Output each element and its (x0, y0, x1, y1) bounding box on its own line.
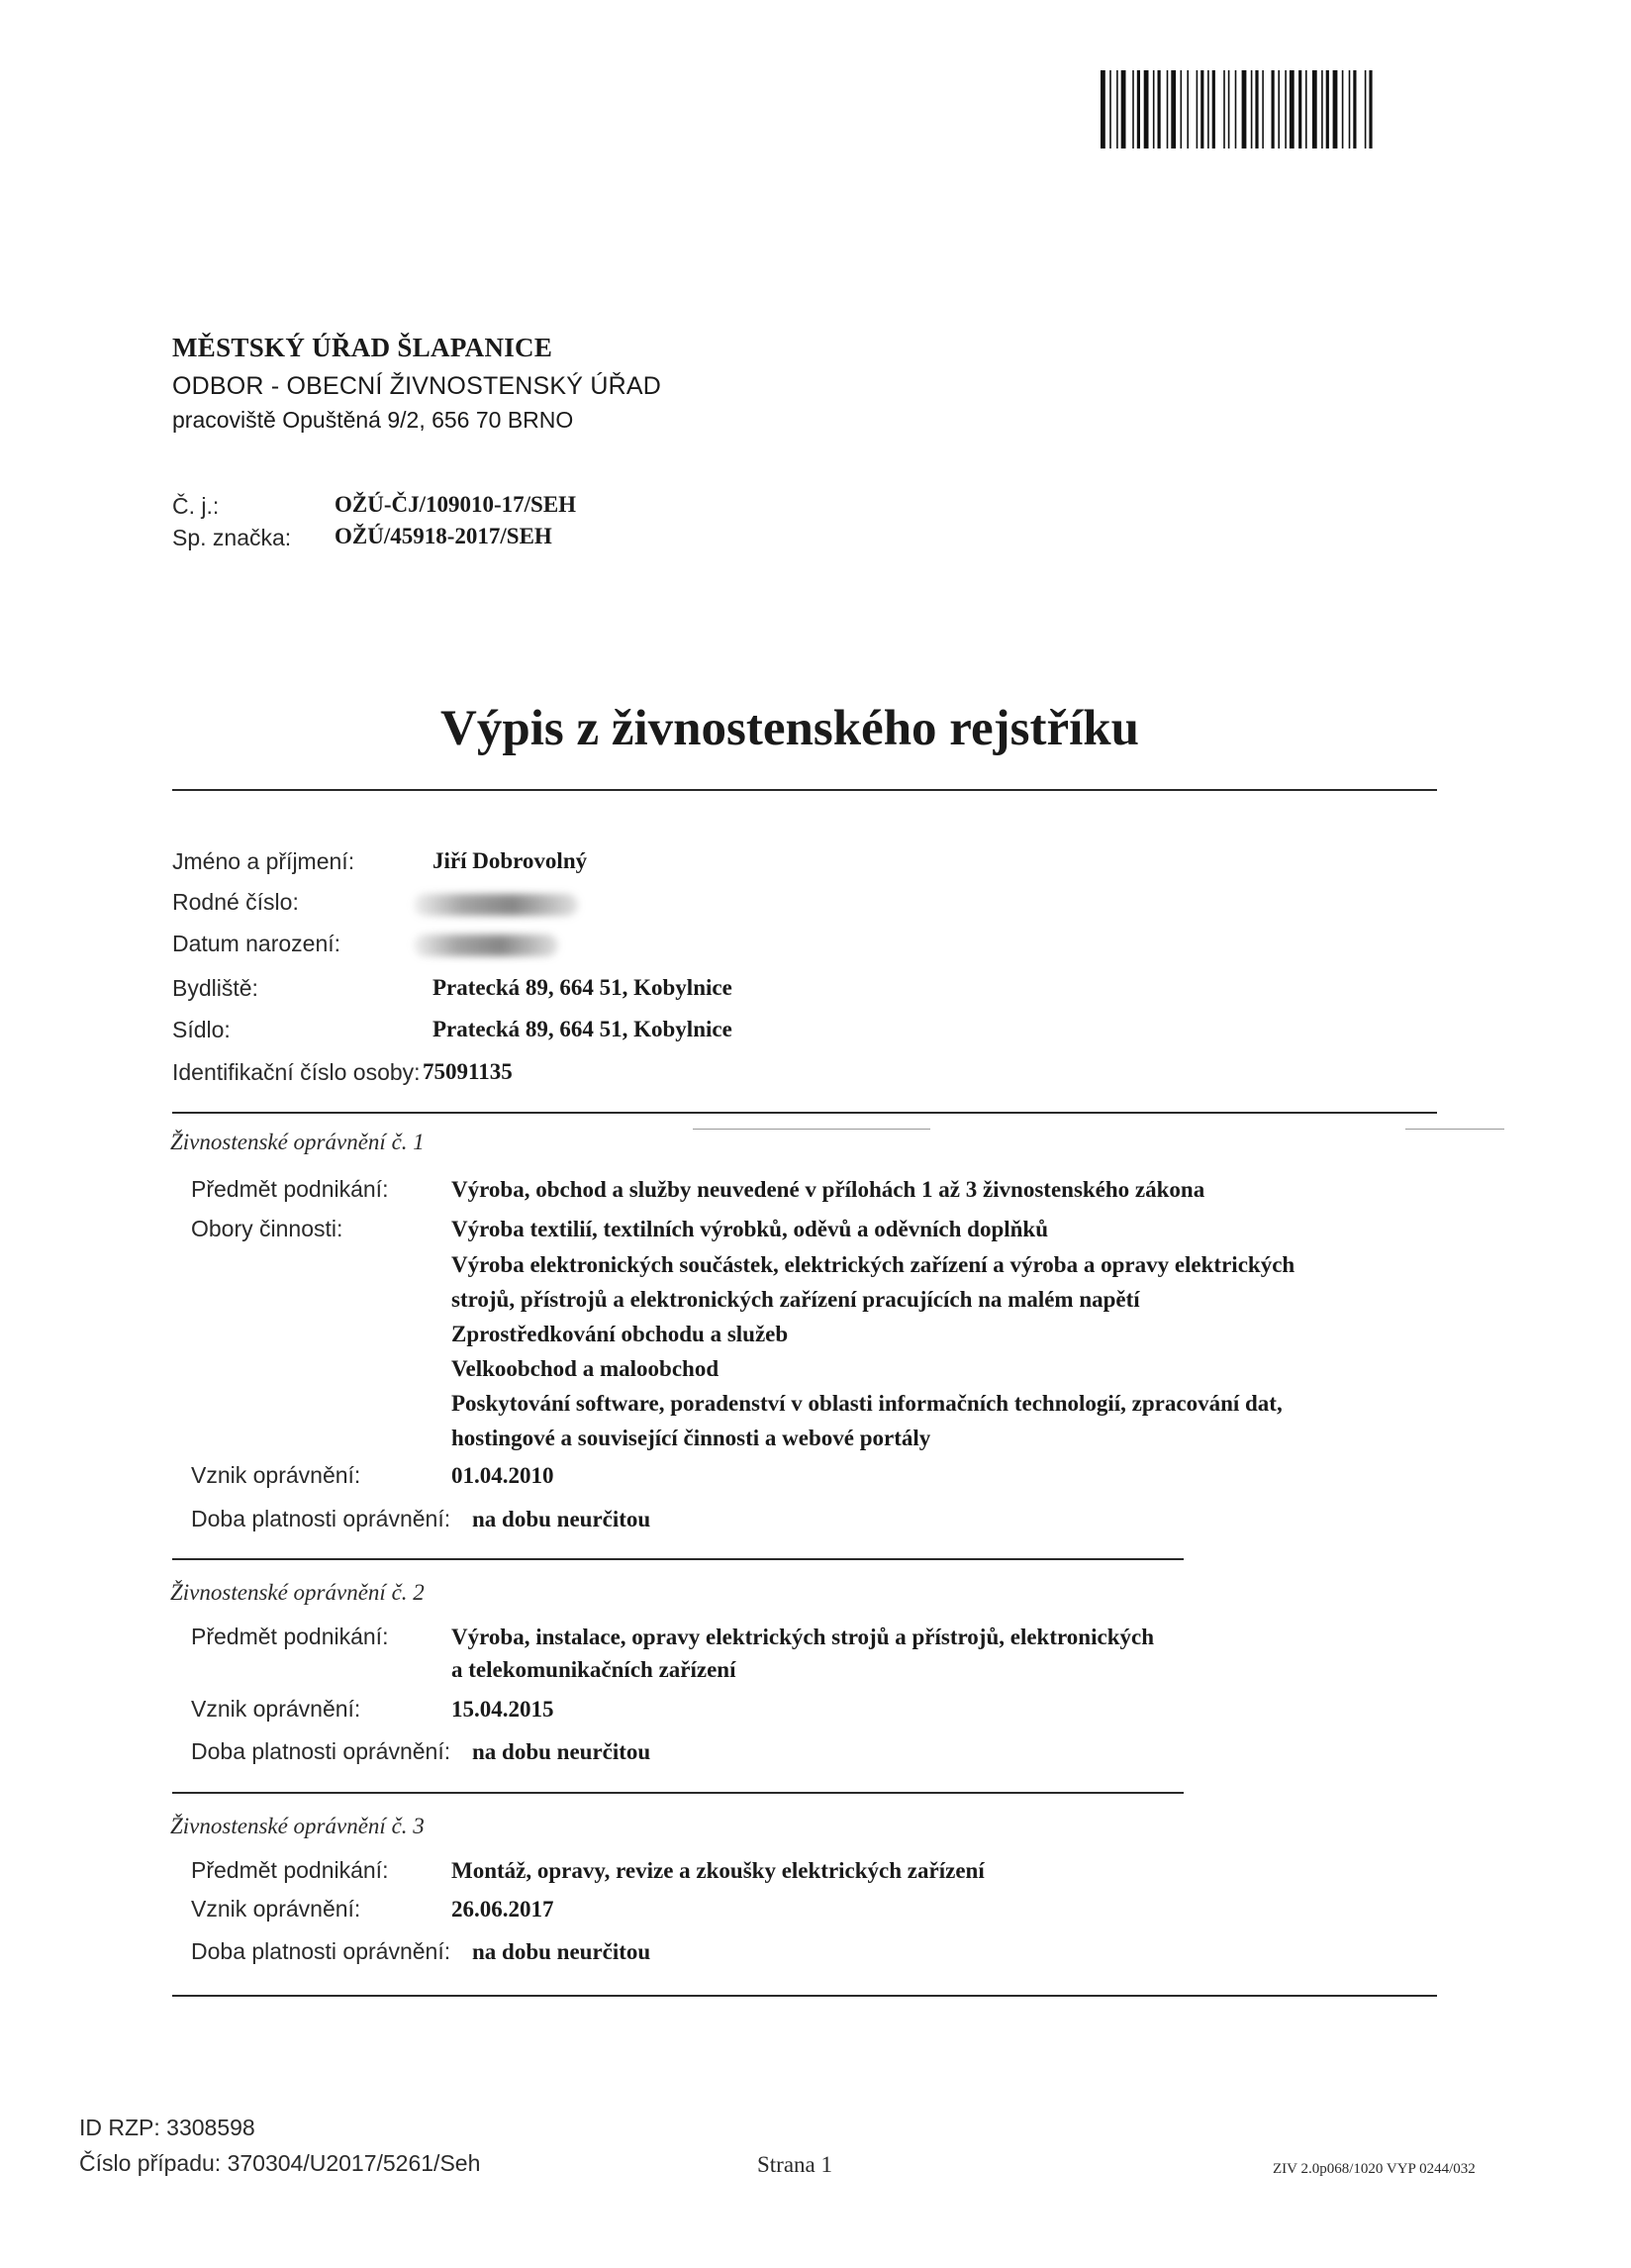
barcode-bar (1272, 70, 1275, 148)
permit-3-subject-label: Předmět podnikání: (191, 1857, 389, 1883)
barcode-bar (1137, 70, 1140, 148)
footer-form-code: ZIV 2.0p068/1020 VYP 0244/032 (1273, 2161, 1476, 2177)
barcode-bar (1158, 70, 1161, 148)
permit-3-subject: Montáž, opravy, revize a zkoušky elektrických zařízení (451, 1858, 985, 1883)
barcode-bar (1167, 70, 1169, 148)
barcode-bar (1223, 70, 1225, 148)
footer-page-number: Strana 1 (757, 2152, 833, 2177)
barcode-bar (1365, 70, 1367, 148)
permit-2-rule (172, 1792, 1184, 1794)
barcode-bar (1101, 70, 1105, 148)
barcode-bar (1369, 70, 1372, 148)
barcode-bar (1298, 70, 1301, 148)
residence-value: Pratecká 89, 664 51, Kobylnice (432, 975, 732, 1000)
permit-1-rule (172, 1558, 1184, 1560)
scan-mark (693, 1129, 930, 1130)
barcode-bar (1121, 70, 1126, 148)
barcode-bar (1251, 70, 1253, 148)
barcode-bar (1321, 70, 1323, 148)
permit-3-origin-value: 26.06.2017 (451, 1897, 554, 1922)
permit-2-origin-value: 15.04.2015 (451, 1697, 554, 1722)
permit-3-validity-value: na dobu neurčitou (472, 1939, 651, 1964)
permit-2-subject: Výroba, instalace, opravy elektrických strojů a přístrojů, elektronických (451, 1625, 1154, 1649)
barcode-bar (1235, 70, 1237, 148)
permit-1-field-line: Poskytování software, poradenství v oblasti informačních technologií, zpracování dat, (451, 1391, 1283, 1416)
cj-value: OŽÚ-ČJ/109010-17/SEH (335, 492, 577, 517)
permit-2-origin-label: Vznik oprávnění: (191, 1696, 361, 1722)
redacted-birthno (414, 894, 578, 916)
permit-1-field-line: Výroba elektronických součástek, elektrických zařízení a výroba a opravy elektrických (451, 1252, 1295, 1277)
permit-3-rule (172, 1995, 1437, 1997)
permit-2-validity-label: Doba platnosti oprávnění: (191, 1738, 451, 1764)
barcode-bar (1353, 70, 1356, 148)
barcode-bar (1228, 70, 1230, 148)
barcode-bar (1132, 70, 1134, 148)
seat-label: Sídlo: (172, 1017, 231, 1042)
permit-2-heading: Živnostenské oprávnění č. 2 (170, 1580, 425, 1605)
permit-1-field-line: hostingové a související činnosti a webové portály (451, 1426, 931, 1450)
barcode-bar (1242, 70, 1247, 148)
barcode-bar (1326, 70, 1329, 148)
birthno-label: Rodné číslo: (172, 889, 299, 915)
permit-1-field-line: strojů, přístrojů a elektronických zařízení pracujících na malém napětí (451, 1287, 1140, 1312)
barcode-bar (1207, 70, 1209, 148)
title-rule (172, 789, 1437, 791)
cj-label: Č. j.: (172, 493, 220, 519)
barcode-bar (1116, 70, 1118, 148)
barcode-bar (1181, 70, 1183, 148)
barcode-bar (1171, 70, 1176, 148)
barcode-bar (1290, 70, 1295, 148)
permit-2-subject-label: Předmět podnikání: (191, 1624, 389, 1649)
id-label: Identifikační číslo osoby: (172, 1059, 421, 1085)
scan-mark (1405, 1129, 1504, 1130)
permit-1-heading: Živnostenské oprávnění č. 1 (170, 1130, 425, 1154)
authority-department: ODBOR - OBECNÍ ŽIVNOSTENSKÝ ÚŘAD (172, 372, 661, 400)
birthdate-label: Datum narození: (172, 931, 341, 956)
barcode-bar (1278, 70, 1280, 148)
barcode-bar (1312, 70, 1317, 148)
barcode-bar (1197, 70, 1199, 148)
barcode-bar (1212, 70, 1215, 148)
document-title: Výpis z živnostenského rejstříku (440, 701, 1140, 756)
name-value: Jiří Dobrovolný (432, 848, 588, 873)
permit-1-fields-label: Obory činnosti: (191, 1216, 343, 1241)
footer-case-number: Číslo případu: 370304/U2017/5261/Seh (79, 2150, 481, 2176)
permit-1-field-line: Zprostředkování obchodu a služeb (451, 1322, 789, 1346)
barcode-bar (1255, 70, 1258, 148)
barcode-bar (1200, 70, 1203, 148)
barcode-bar (1187, 70, 1189, 148)
permit-1-origin-label: Vznik oprávnění: (191, 1462, 361, 1488)
spz-label: Sp. značka: (172, 525, 292, 550)
permit-3-heading: Živnostenské oprávnění č. 3 (170, 1814, 425, 1838)
permit-1-field-line: Výroba textilií, textilních výrobků, oděvů a oděvních doplňků (451, 1217, 1049, 1241)
permit-1-subject: Výroba, obchod a služby neuvedené v přílohách 1 až 3 živnostenského zákona (451, 1177, 1205, 1202)
seat-value: Pratecká 89, 664 51, Kobylnice (432, 1017, 732, 1041)
permit-2-validity-value: na dobu neurčitou (472, 1739, 651, 1764)
authority-address: pracoviště Opuštěná 9/2, 656 70 BRNO (172, 407, 574, 433)
permit-1-origin-value: 01.04.2010 (451, 1463, 554, 1488)
spz-value: OŽÚ/45918-2017/SEH (335, 524, 552, 548)
barcode-bar (1262, 70, 1264, 148)
residence-label: Bydliště: (172, 975, 258, 1001)
permit-1-validity-value: na dobu neurčitou (472, 1507, 651, 1531)
permit-3-origin-label: Vznik oprávnění: (191, 1896, 361, 1922)
barcode-bar (1144, 70, 1149, 148)
barcode-bar (1349, 70, 1351, 148)
barcode-bar (1153, 70, 1155, 148)
name-label: Jméno a příjmení: (172, 848, 355, 874)
permit-2-subject: a telekomunikačních zařízení (451, 1657, 736, 1682)
barcode-bar (1333, 70, 1338, 148)
person-rule (172, 1112, 1437, 1114)
barcode-bar (1342, 70, 1344, 148)
authority-name: MĚSTSKÝ ÚŘAD ŠLAPANICE (172, 333, 553, 362)
permit-1-validity-label: Doba platnosti oprávnění: (191, 1506, 451, 1531)
barcode-bar (1109, 70, 1111, 148)
permit-1-subject-label: Předmět podnikání: (191, 1176, 389, 1202)
barcode-bar (1305, 70, 1307, 148)
footer-rzp-id: ID RZP: 3308598 (79, 2115, 255, 2140)
id-value: 75091135 (423, 1059, 513, 1084)
permit-3-validity-label: Doba platnosti oprávnění: (191, 1938, 451, 1964)
permit-1-field-line: Velkoobchod a maloobchod (451, 1356, 720, 1381)
redacted-birthdate (414, 935, 558, 956)
barcode (1101, 70, 1442, 148)
barcode-bar (1285, 70, 1287, 148)
